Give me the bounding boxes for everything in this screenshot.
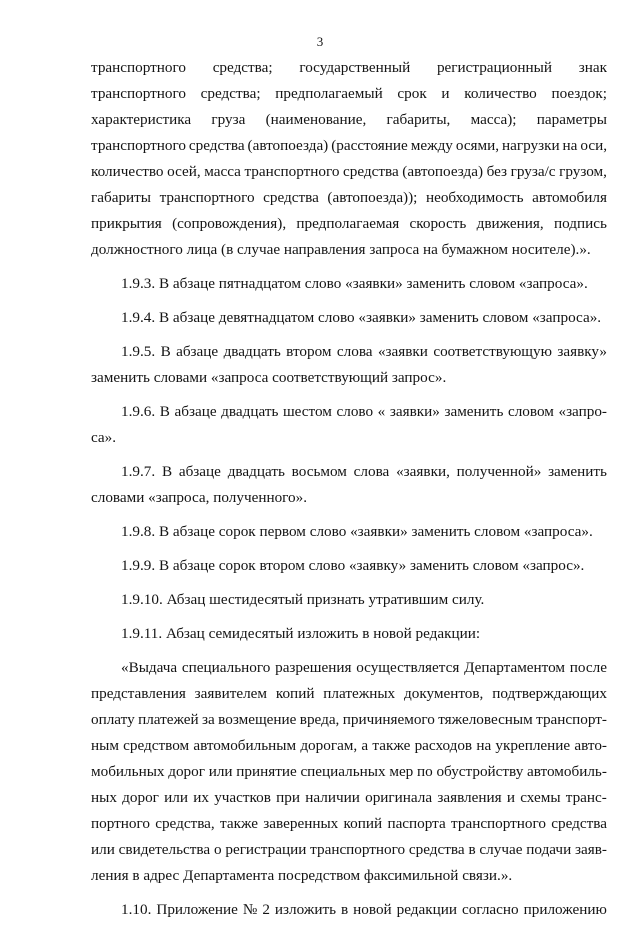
text-line	[91, 339, 607, 365]
word: схемы	[520, 789, 561, 806]
text-line: 1.9.4. В абзаце девятнадцатом слово «заявки» заменить словом «запроса».	[121, 309, 602, 326]
word: транспортного	[244, 163, 340, 180]
word: регистрационный	[436, 59, 552, 76]
word: транспортного	[310, 841, 406, 858]
word: срок	[397, 85, 427, 102]
word: паспорта	[387, 815, 446, 832]
word: поездок;	[551, 85, 607, 102]
word: «Выдача	[121, 659, 178, 676]
word: двадцать	[227, 463, 285, 480]
page-number: 3	[316, 34, 324, 49]
word: необходимость	[425, 189, 524, 206]
paragraph	[91, 459, 607, 511]
word: их	[193, 789, 209, 806]
word: масса	[204, 163, 241, 180]
word: нагрузки	[502, 137, 560, 154]
word: 1.9.6.	[121, 403, 156, 420]
word: характеристика	[91, 111, 192, 128]
word: средства	[408, 841, 465, 858]
word: заявки»	[389, 403, 440, 420]
word: авто-	[574, 737, 607, 754]
text-line: 1.9.11. Абзац семидесятый изложить в новой редакции:	[121, 625, 481, 642]
word: на	[476, 737, 492, 754]
word: наличии	[305, 789, 360, 806]
word: количество	[464, 85, 537, 102]
text-line	[91, 733, 607, 759]
text-line	[91, 211, 607, 237]
text-line	[91, 133, 607, 159]
word: (сопровождения),	[172, 215, 287, 232]
paragraph	[91, 399, 607, 451]
word: предполагаемая	[296, 215, 400, 232]
word: соответствующую	[433, 343, 552, 360]
word: транспортного	[159, 189, 255, 206]
word: слова	[353, 463, 390, 480]
word: новой	[353, 901, 392, 918]
word: осями,	[455, 137, 500, 154]
word: транспортного	[451, 815, 546, 832]
paragraph	[91, 519, 607, 545]
word: словом	[507, 403, 554, 420]
word: или	[208, 763, 233, 780]
word: слово	[336, 403, 374, 420]
word: транспортного	[91, 85, 186, 102]
text-line	[91, 459, 607, 485]
word: дорогам,	[300, 737, 358, 754]
paragraph	[91, 897, 607, 923]
text-line: должностного лица (в случае направления запроса на бумажном носителе).».	[91, 241, 591, 258]
word: автомобиля	[532, 189, 607, 206]
word: заменить	[444, 403, 504, 420]
word: приложению	[523, 901, 607, 918]
word: средством	[123, 737, 190, 754]
text-line	[91, 159, 607, 185]
text-line	[91, 681, 607, 707]
word: представления	[91, 685, 186, 702]
word: подпись	[554, 215, 607, 232]
text-line	[91, 707, 607, 733]
word: абзаце	[176, 343, 219, 360]
word: слова	[336, 343, 373, 360]
word: параметры	[536, 111, 607, 128]
word: портного	[91, 815, 150, 832]
word: (наименование,	[265, 111, 367, 128]
word: регистрации	[225, 841, 307, 858]
word: подтверждающих	[492, 685, 607, 702]
word: возмещение	[218, 711, 297, 728]
word: разрешения	[275, 659, 352, 676]
word: также	[372, 737, 411, 754]
word: при	[276, 789, 301, 806]
word: средства,	[155, 815, 215, 832]
word: транспорт-	[536, 711, 607, 728]
text-line	[91, 811, 607, 837]
word: «	[377, 403, 386, 420]
text-line	[91, 759, 607, 785]
word: мер	[389, 763, 414, 780]
word: заяв-	[575, 841, 607, 858]
word: ных	[91, 789, 117, 806]
word: согласно	[462, 901, 519, 918]
word: расходов	[414, 737, 473, 754]
word: средства	[263, 189, 319, 206]
text-line	[91, 785, 607, 811]
word: 2	[262, 901, 270, 918]
word: средства	[188, 137, 245, 154]
word: копий	[275, 685, 315, 702]
word: осей,	[167, 163, 201, 180]
word: укрепление	[495, 737, 571, 754]
paragraph	[91, 305, 607, 331]
word: транспортного	[91, 59, 186, 76]
word: В	[161, 463, 173, 480]
word: специального	[181, 659, 271, 676]
word: движения,	[476, 215, 544, 232]
text-line	[91, 107, 607, 133]
word: дорог	[168, 763, 205, 780]
word: 1.9.5.	[121, 343, 156, 360]
word: габариты,	[386, 111, 451, 128]
text-line	[91, 897, 607, 923]
text-line	[91, 81, 607, 107]
text-line	[91, 185, 607, 211]
text-line: 1.9.8. В абзаце сорок первом слово «заявки» заменить словом «запроса».	[121, 523, 593, 540]
word: подачи	[526, 841, 572, 858]
word: копий	[343, 815, 383, 832]
word: «запро-	[558, 403, 607, 420]
word: между	[410, 137, 453, 154]
word: средства	[343, 163, 399, 180]
word: автомобиль-	[527, 763, 607, 780]
word: средства	[551, 815, 607, 832]
word: платежей	[138, 711, 199, 728]
text-line: ления в адрес Департамента посредством факсимильной связи.».	[91, 867, 513, 884]
text-line: са».	[91, 429, 117, 446]
text-line	[91, 55, 607, 81]
text-line	[91, 837, 607, 863]
word: специальных	[300, 763, 386, 780]
word: или	[164, 789, 188, 806]
word: скорость	[409, 215, 467, 232]
word: абзаце	[178, 463, 221, 480]
text-line: заменить словами «запроса соответствующий запрос».	[91, 369, 447, 386]
word: двадцать	[223, 343, 281, 360]
word: дорог	[122, 789, 159, 806]
word: «заявки,	[396, 463, 450, 480]
paragraph	[91, 621, 607, 647]
word: осуществляется	[356, 659, 460, 676]
word: полученной»	[456, 463, 542, 480]
word: на	[562, 137, 578, 154]
word: заявителем	[194, 685, 268, 702]
word: восьмом	[291, 463, 347, 480]
word: обустройству	[436, 763, 524, 780]
paragraph	[91, 587, 607, 613]
word: 1.9.7.	[121, 463, 156, 480]
word: платежных	[323, 685, 396, 702]
word: за	[202, 711, 215, 728]
text-line	[91, 399, 607, 425]
word: без	[486, 163, 508, 180]
word: Приложение	[156, 901, 238, 918]
word: средства;	[212, 59, 273, 76]
word: грузом,	[559, 163, 607, 180]
text-line	[91, 655, 607, 681]
word: втором	[286, 343, 332, 360]
word: заявления	[437, 789, 502, 806]
word: масса);	[470, 111, 517, 128]
word: тяжеловесным	[438, 711, 533, 728]
word: причиняемого	[342, 711, 435, 728]
word: по	[417, 763, 433, 780]
word: «заявки	[377, 343, 428, 360]
word: также	[220, 815, 258, 832]
word: средства;	[200, 85, 261, 102]
word: и	[506, 789, 515, 806]
word: груза/с	[510, 163, 556, 180]
word: №	[242, 901, 258, 918]
word: документов,	[404, 685, 484, 702]
word: (автопоезда)	[402, 163, 484, 180]
text-line: 1.9.9. В абзаце сорок втором слово «заявку» заменить словом «запрос».	[121, 557, 585, 574]
word: прикрытия	[91, 215, 162, 232]
word: (автопоезда)	[247, 137, 329, 154]
word: количество	[91, 163, 164, 180]
word: о	[213, 841, 222, 858]
word: ным	[91, 737, 119, 754]
word: или	[91, 841, 115, 858]
paragraph	[91, 339, 607, 391]
word: и	[441, 85, 450, 102]
word: Департаментом	[464, 659, 566, 676]
word: свидетельства	[118, 841, 211, 858]
word: вреда,	[299, 711, 340, 728]
word: случае	[479, 841, 523, 858]
word: после	[569, 659, 607, 676]
word: В	[159, 403, 170, 420]
text-line: 1.9.3. В абзаце пятнадцатом слово «заявки» заменить словом «запроса».	[121, 275, 588, 292]
paragraph	[91, 553, 607, 579]
word: оси,	[580, 137, 607, 154]
word: предполагаемый	[275, 85, 383, 102]
word: автомобильным	[193, 737, 297, 754]
word: шестом	[282, 403, 332, 420]
word: в	[341, 901, 349, 918]
word: абзаце	[174, 403, 217, 420]
paragraph	[91, 655, 607, 889]
word: транс-	[565, 789, 607, 806]
word: груза	[211, 111, 246, 128]
word: оплату	[91, 711, 135, 728]
text-line: 1.9.10. Абзац шестидесятый признать утратившим силу.	[121, 591, 485, 608]
document-body	[91, 55, 607, 931]
word: заявку»	[557, 343, 607, 360]
word: а	[361, 737, 369, 754]
word: транспортного	[91, 137, 186, 154]
word: участков	[214, 789, 271, 806]
word: двадцать	[221, 403, 279, 420]
paragraph	[91, 55, 607, 263]
word: оригинала	[365, 789, 433, 806]
word: заменить	[548, 463, 607, 480]
word: мобильных	[91, 763, 165, 780]
paragraph	[91, 271, 607, 297]
word: заверенных	[263, 815, 339, 832]
word: В	[160, 343, 171, 360]
word: изложить	[274, 901, 337, 918]
word: принятие	[236, 763, 297, 780]
text-line: словами «запроса, полученного».	[91, 489, 308, 506]
word: государственный	[299, 59, 411, 76]
word: в	[468, 841, 476, 858]
word: (автопоезда));	[327, 189, 418, 206]
word: (расстояние	[331, 137, 408, 154]
word: редакции	[396, 901, 458, 918]
word: знак	[578, 59, 607, 76]
word: 1.10.	[121, 901, 152, 918]
word: габариты	[91, 189, 152, 206]
